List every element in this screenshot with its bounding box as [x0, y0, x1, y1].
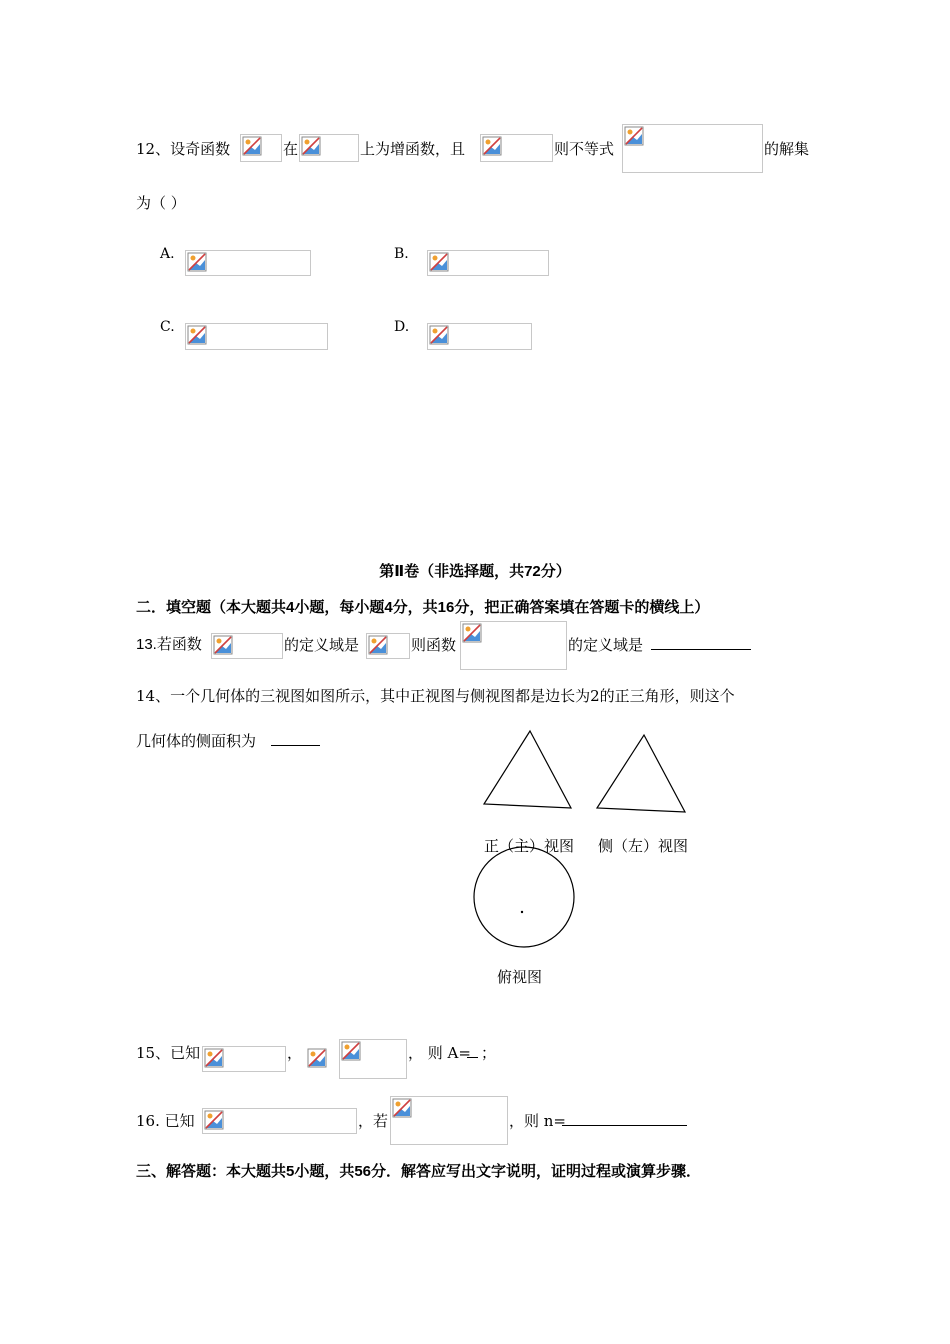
q16-if-text: ，若 — [358, 1112, 389, 1130]
section3-heading: 三、解答题：本大题共5小题，共56分．解答应写出文字说明，证明过程或演算步骤． — [136, 1163, 702, 1180]
formula-image — [299, 134, 359, 162]
q15-answer-blank — [467, 1043, 478, 1063]
formula-image — [202, 1046, 286, 1072]
broken-image-icon — [482, 136, 502, 156]
broken-image-icon — [624, 126, 644, 146]
top-view-label: 俯视图 — [497, 968, 543, 986]
option-b-label: B. — [394, 246, 409, 262]
broken-image-icon — [429, 325, 449, 345]
side-view-label: 侧（左）视图 — [598, 837, 689, 855]
q13-prefix: 13.若函数 — [136, 636, 202, 653]
broken-image-icon — [368, 635, 388, 655]
q12-line2: 为（ ） — [136, 194, 186, 212]
broken-image-icon — [242, 136, 262, 156]
q13-domain-text-2: 的定义域是 — [568, 636, 644, 654]
q13-then-text: 则函数 — [411, 636, 457, 654]
q16-then-text: ，则 n= — [509, 1112, 566, 1130]
q12-in-text: 在 — [283, 140, 299, 158]
formula-image — [390, 1096, 508, 1145]
top-view-circle — [472, 846, 576, 950]
formula-image — [460, 621, 567, 670]
q15-then-text: ， 则 A= — [408, 1044, 471, 1062]
q16-prefix: 16. 已知 — [136, 1112, 195, 1130]
q12-solution-set-text: 的解集 — [764, 140, 810, 158]
broken-image-icon — [187, 252, 207, 272]
section2-heading: 二．填空题（本大题共4小题，每小题4分，共16分，把正确答案填在答题卡的横线上） — [136, 599, 710, 616]
formula-image — [480, 134, 553, 162]
formula-image — [211, 633, 283, 659]
q12-increasing-text: 上为增函数，且 — [360, 140, 466, 158]
q14-line2: 几何体的侧面积为 — [136, 732, 257, 750]
q14-line1: 14、一个几何体的三视图如图所示，其中正视图与侧视图都是边长为2的正三角形，则这个 — [136, 687, 735, 705]
formula-image — [202, 1108, 357, 1134]
broken-image-icon — [187, 325, 207, 345]
broken-image-icon — [213, 635, 233, 655]
q15-prefix: 15、已知 — [136, 1044, 201, 1062]
q15-comma: ， — [287, 1044, 303, 1062]
option-d-image — [427, 323, 532, 350]
broken-image-icon — [301, 136, 321, 156]
q13-answer-blank — [651, 635, 751, 655]
option-c-image — [185, 323, 328, 350]
q12-inequality-text: 则不等式 — [554, 140, 615, 158]
q15-end: ； — [481, 1044, 497, 1062]
side-view-triangle — [595, 732, 687, 814]
formula-image — [366, 633, 410, 659]
broken-image-icon — [341, 1041, 361, 1061]
q12-prefix: 12、设奇函数 — [136, 140, 231, 158]
front-view-label: 正（主）视图 — [484, 837, 575, 855]
broken-image-icon — [204, 1110, 224, 1130]
q13-domain-text: 的定义域是 — [284, 636, 360, 654]
front-view-triangle — [482, 728, 574, 810]
broken-image-icon — [392, 1098, 412, 1118]
q14-answer-blank — [271, 731, 320, 751]
broken-image-icon — [429, 252, 449, 272]
broken-image-icon — [462, 623, 482, 643]
broken-image-icon — [307, 1048, 327, 1068]
option-d-label: D. — [394, 319, 410, 335]
option-a-label: A. — [160, 246, 175, 262]
formula-image — [622, 124, 763, 173]
q16-answer-blank — [562, 1111, 687, 1131]
option-a-image — [185, 250, 311, 276]
broken-image-icon — [204, 1048, 224, 1068]
formula-image — [240, 134, 282, 162]
formula-image — [339, 1039, 407, 1079]
part2-title: 第Ⅱ卷（非选择题，共72分） — [379, 563, 571, 580]
option-c-label: C. — [160, 319, 175, 335]
option-b-image — [427, 250, 549, 276]
